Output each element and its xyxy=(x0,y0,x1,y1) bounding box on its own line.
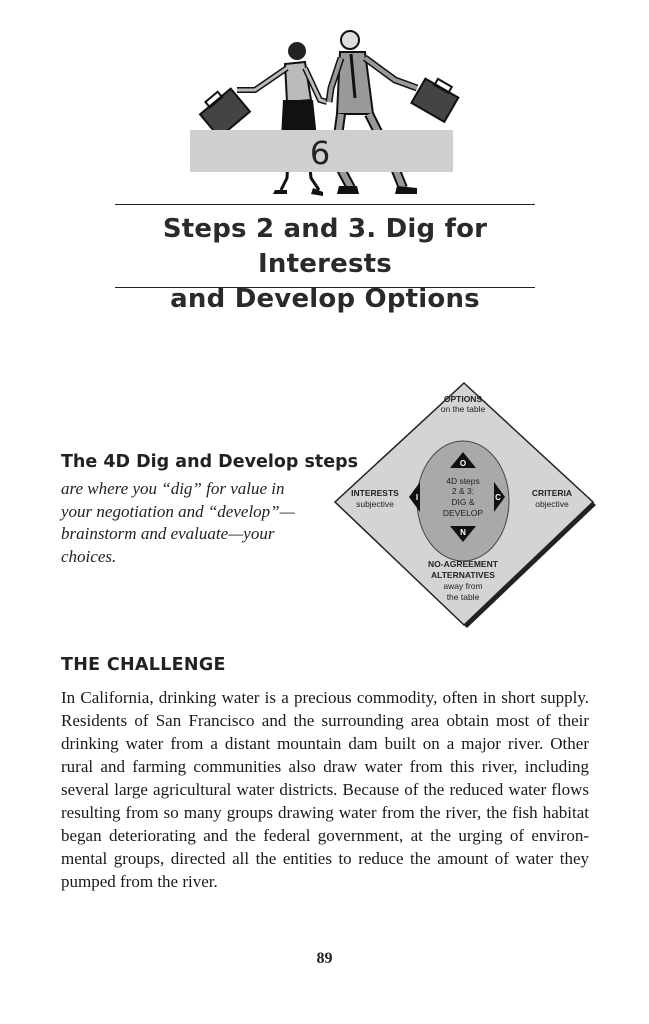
bottom-sublabel-1: away from xyxy=(443,581,483,591)
paragraph-line: Residents of San Francisco and the surrounding area obtain most of their xyxy=(61,711,589,730)
chapter-title-line-1: Steps 2 and 3. Dig for Interests xyxy=(162,214,488,279)
chapter-title xyxy=(100,212,550,317)
marker-i-label: I xyxy=(415,493,419,502)
paragraph-line: resulting from so many groups drawing water from the river, the fish habitat xyxy=(61,803,589,822)
paragraph-line: drinking water from a distant mountain dam built on a major river. Other xyxy=(61,734,589,753)
center-line-4: DEVELOP xyxy=(442,508,484,518)
handshake-illustration xyxy=(195,28,465,200)
marker-o-label: O xyxy=(459,459,467,468)
sidebar-body-line: choices. xyxy=(61,546,117,566)
right-label: CRITERIA xyxy=(531,488,573,498)
chapter-number: 6 xyxy=(309,134,331,172)
left-label: INTERESTS xyxy=(351,488,399,498)
paragraph-line: In California, drinking water is a precious commodity, often in short supply. xyxy=(61,688,589,707)
right-sublabel: objective xyxy=(535,499,569,509)
sidebar-body xyxy=(61,478,321,568)
marker-c-label: C xyxy=(495,493,501,502)
bottom-label-2: ALTERNATIVES xyxy=(431,570,495,580)
paragraph-line: pumped from the river. xyxy=(61,872,218,891)
center-line-2: 2 & 3: xyxy=(451,486,475,496)
paragraph-line: several large agricultural water districts. Because of the reduced water flows xyxy=(61,780,589,799)
bottom-label-1: NO-AGREEMENT xyxy=(428,559,498,569)
sidebar-body-line: are where you “dig” for value in xyxy=(61,479,285,498)
sidebar-heading: The 4D Dig and Develop steps xyxy=(61,452,359,472)
bottom-sublabel-2: the table xyxy=(446,592,480,602)
sidebar-body-line: your negotiation and “develop”— xyxy=(61,501,295,521)
section-heading: THE CHALLENGE xyxy=(61,655,226,675)
left-sublabel: subjective xyxy=(356,499,394,509)
chapter-title-line-2: and Develop Options xyxy=(170,284,480,314)
center-line-3: DIG & xyxy=(451,497,475,507)
paragraph-line: began deteriorating and the federal government, at the urging of environ- xyxy=(61,826,589,845)
center-line-1: 4D steps xyxy=(446,476,480,486)
paragraph-line: rural and farming communities also draw water from this river, including xyxy=(61,757,589,776)
sidebar-body-line: brainstorm and evaluate—your xyxy=(61,524,275,543)
body-paragraph xyxy=(61,686,589,893)
title-rule-bottom xyxy=(115,287,535,288)
page-number: 89 xyxy=(316,950,333,967)
marker-n-label: N xyxy=(460,528,466,537)
top-label: OPTIONS xyxy=(443,394,483,404)
title-rule-top xyxy=(115,204,535,205)
paragraph-line: mental groups, directed all the entities to reduce the amount of water they xyxy=(61,849,589,868)
top-sublabel: on the table xyxy=(440,404,486,414)
4d-diamond-diagram xyxy=(330,378,600,628)
